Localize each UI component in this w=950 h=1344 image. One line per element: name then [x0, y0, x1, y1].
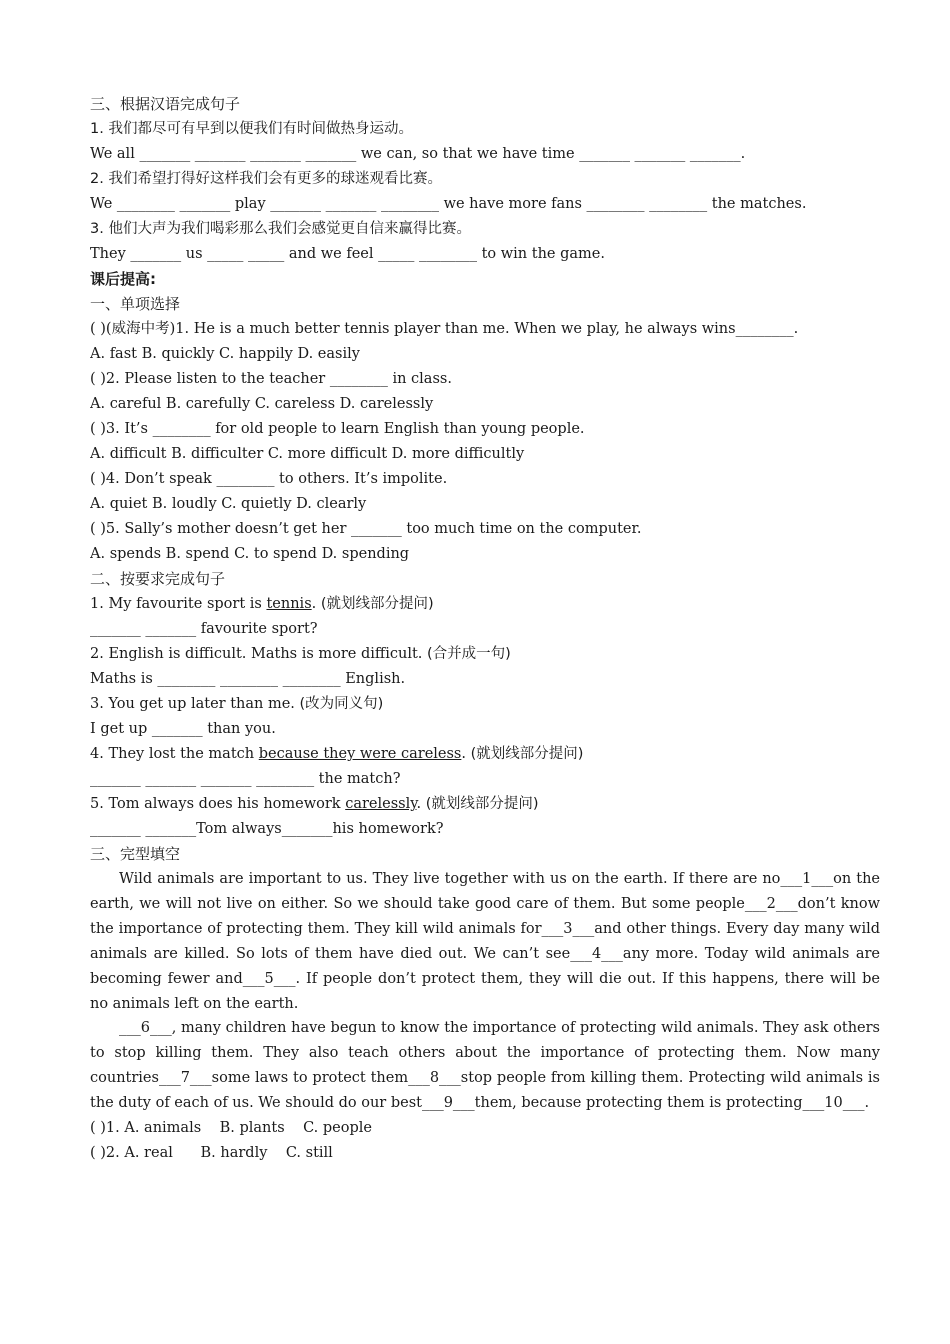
cloze-paragraph-1: Wild animals are important to us. They live together with us on the earth. If there are no___1___on the earth, we will not live on either. So we should take good care of them. But some people___2___don’t know the importance of protecting them. They kill wild animals for___3___and other things. Every day many wild animals are killed. So lots of them have died out. We can’t see___4___any more. Today wild animals are becoming fewer and___5___. If people don’t protect them, they will die out. If this happens, there will be no animals left on the earth. [90, 871, 880, 1012]
mc-question-3: ( )3. It’s ________ for old people to learn English than young people. [90, 421, 585, 437]
mc-question-1 [90, 317, 880, 342]
mc-options-3: A. difficult B. difficulter C. more difficult D. more difficultly [90, 446, 525, 462]
rw1-underlined: tennis [266, 596, 312, 612]
rw2-pre: 2. English is difficult. Maths is more difficult. [90, 646, 427, 662]
rewrite-question-4 [90, 742, 880, 767]
mc-options-1: A. fast B. quickly C. happily D. easily [90, 346, 360, 362]
rw5-instruction: (就划线部分提问) [425, 796, 539, 812]
mc-options-5: A. spends B. spend C. to spend D. spending [90, 546, 410, 562]
rw4-pre: 4. They lost the match [90, 746, 259, 762]
s3-item-2-chinese: 2. 我们希望打得好这样我们会有更多的球迷观看比赛。 [90, 171, 442, 187]
rewrite-answer-1: _______ _______ favourite sport? [90, 621, 318, 637]
s3-item-1-chinese: 1. 我们都尽可有早到以便我们有时间做热身运动。 [90, 121, 413, 137]
cloze-paragraph-2: ___6___, many children have begun to know the importance of protecting wild animals. They ask others to stop killing them. They also teach others about the importance of protecting them. Now many countries___7___some laws to protect them___8___stop people from killing them. Protecting wild animals is the duty of each of us. We should do our best___9___them, because protecting them is protecting___10___. [90, 1020, 880, 1112]
rw1-post: . [311, 596, 321, 612]
mc-q1-prefix: ( )( [90, 321, 112, 337]
rw5-pre: 5. Tom always does his homework [90, 796, 346, 812]
s3-item-2-english: We ________ _______ play _______ _______ ________ we have more fans ________ ________ the matches. [90, 196, 807, 212]
mc-q1-source: 威海中考 [111, 321, 170, 337]
s3-item-3-english: They _______ us _____ _____ and we feel _____ ________ to win the game. [90, 246, 605, 262]
rw3-pre: 3. You get up later than me. [90, 696, 300, 712]
section3-title: 三、根据汉语完成句子 [90, 95, 241, 113]
cloze-question-1: ( )1. A. animals B. plants C. people [90, 1120, 372, 1137]
rewrite-title: 二、按要求完成句子 [90, 570, 226, 588]
s3-item-3-chinese: 3. 他们大声为我们喝彩那么我们会感觉更自信来赢得比赛。 [90, 221, 471, 237]
rewrite-answer-2: Maths is ________ ________ ________ English. [90, 671, 406, 687]
mc-q1-text: )1. He is a much better tennis player than me. When we play, he always wins________. [169, 321, 799, 337]
rw4-instruction: (就划线部分提问) [470, 746, 584, 762]
mc-question-2: ( )2. Please listen to the teacher ________ in class. [90, 371, 452, 387]
rw4-post: . [461, 746, 471, 762]
rw4-underlined: because they were careless [258, 746, 462, 762]
rw2-instruction: (合并成一句) [427, 646, 511, 662]
mc-options-4: A. quiet B. loudly C. quietly D. clearly [90, 496, 367, 512]
mc-question-5: ( )5. Sally’s mother doesn’t get her _______ too much time on the computer. [90, 521, 642, 537]
rewrite-question-1 [90, 592, 880, 617]
cloze-question-2: ( )2. A. real B. hardly C. still [90, 1145, 333, 1162]
rewrite-answer-4: _______ _______ _______ ________ the match? [90, 771, 401, 787]
cloze-title: 三、完型填空 [90, 845, 181, 863]
rw1-pre: 1. My favourite sport is [90, 596, 267, 612]
rw3-instruction: (改为同义句) [299, 696, 384, 712]
worksheet-content [90, 92, 880, 1166]
after-class-title: 课后提高: [90, 270, 156, 288]
rewrite-question-2 [90, 642, 880, 667]
mc-options-2: A. careful B. carefully C. careless D. carelessly [90, 396, 434, 412]
rw5-post: . [416, 796, 426, 812]
rewrite-question-3 [90, 692, 880, 717]
mc-title: 一、单项选择 [90, 295, 181, 313]
rewrite-answer-3: I get up _______ than you. [90, 721, 276, 737]
rw1-instruction: (就划线部分提问) [320, 596, 434, 612]
rewrite-answer-5: _______ _______Tom always_______his homework? [90, 821, 444, 837]
rewrite-question-5 [90, 792, 880, 817]
s3-item-1-english: We all _______ _______ _______ _______ we can, so that we have time _______ _______ _______. [90, 146, 746, 162]
mc-question-4: ( )4. Don’t speak ________ to others. It’s impolite. [90, 471, 448, 487]
rw5-underlined: carelessly [345, 796, 417, 812]
